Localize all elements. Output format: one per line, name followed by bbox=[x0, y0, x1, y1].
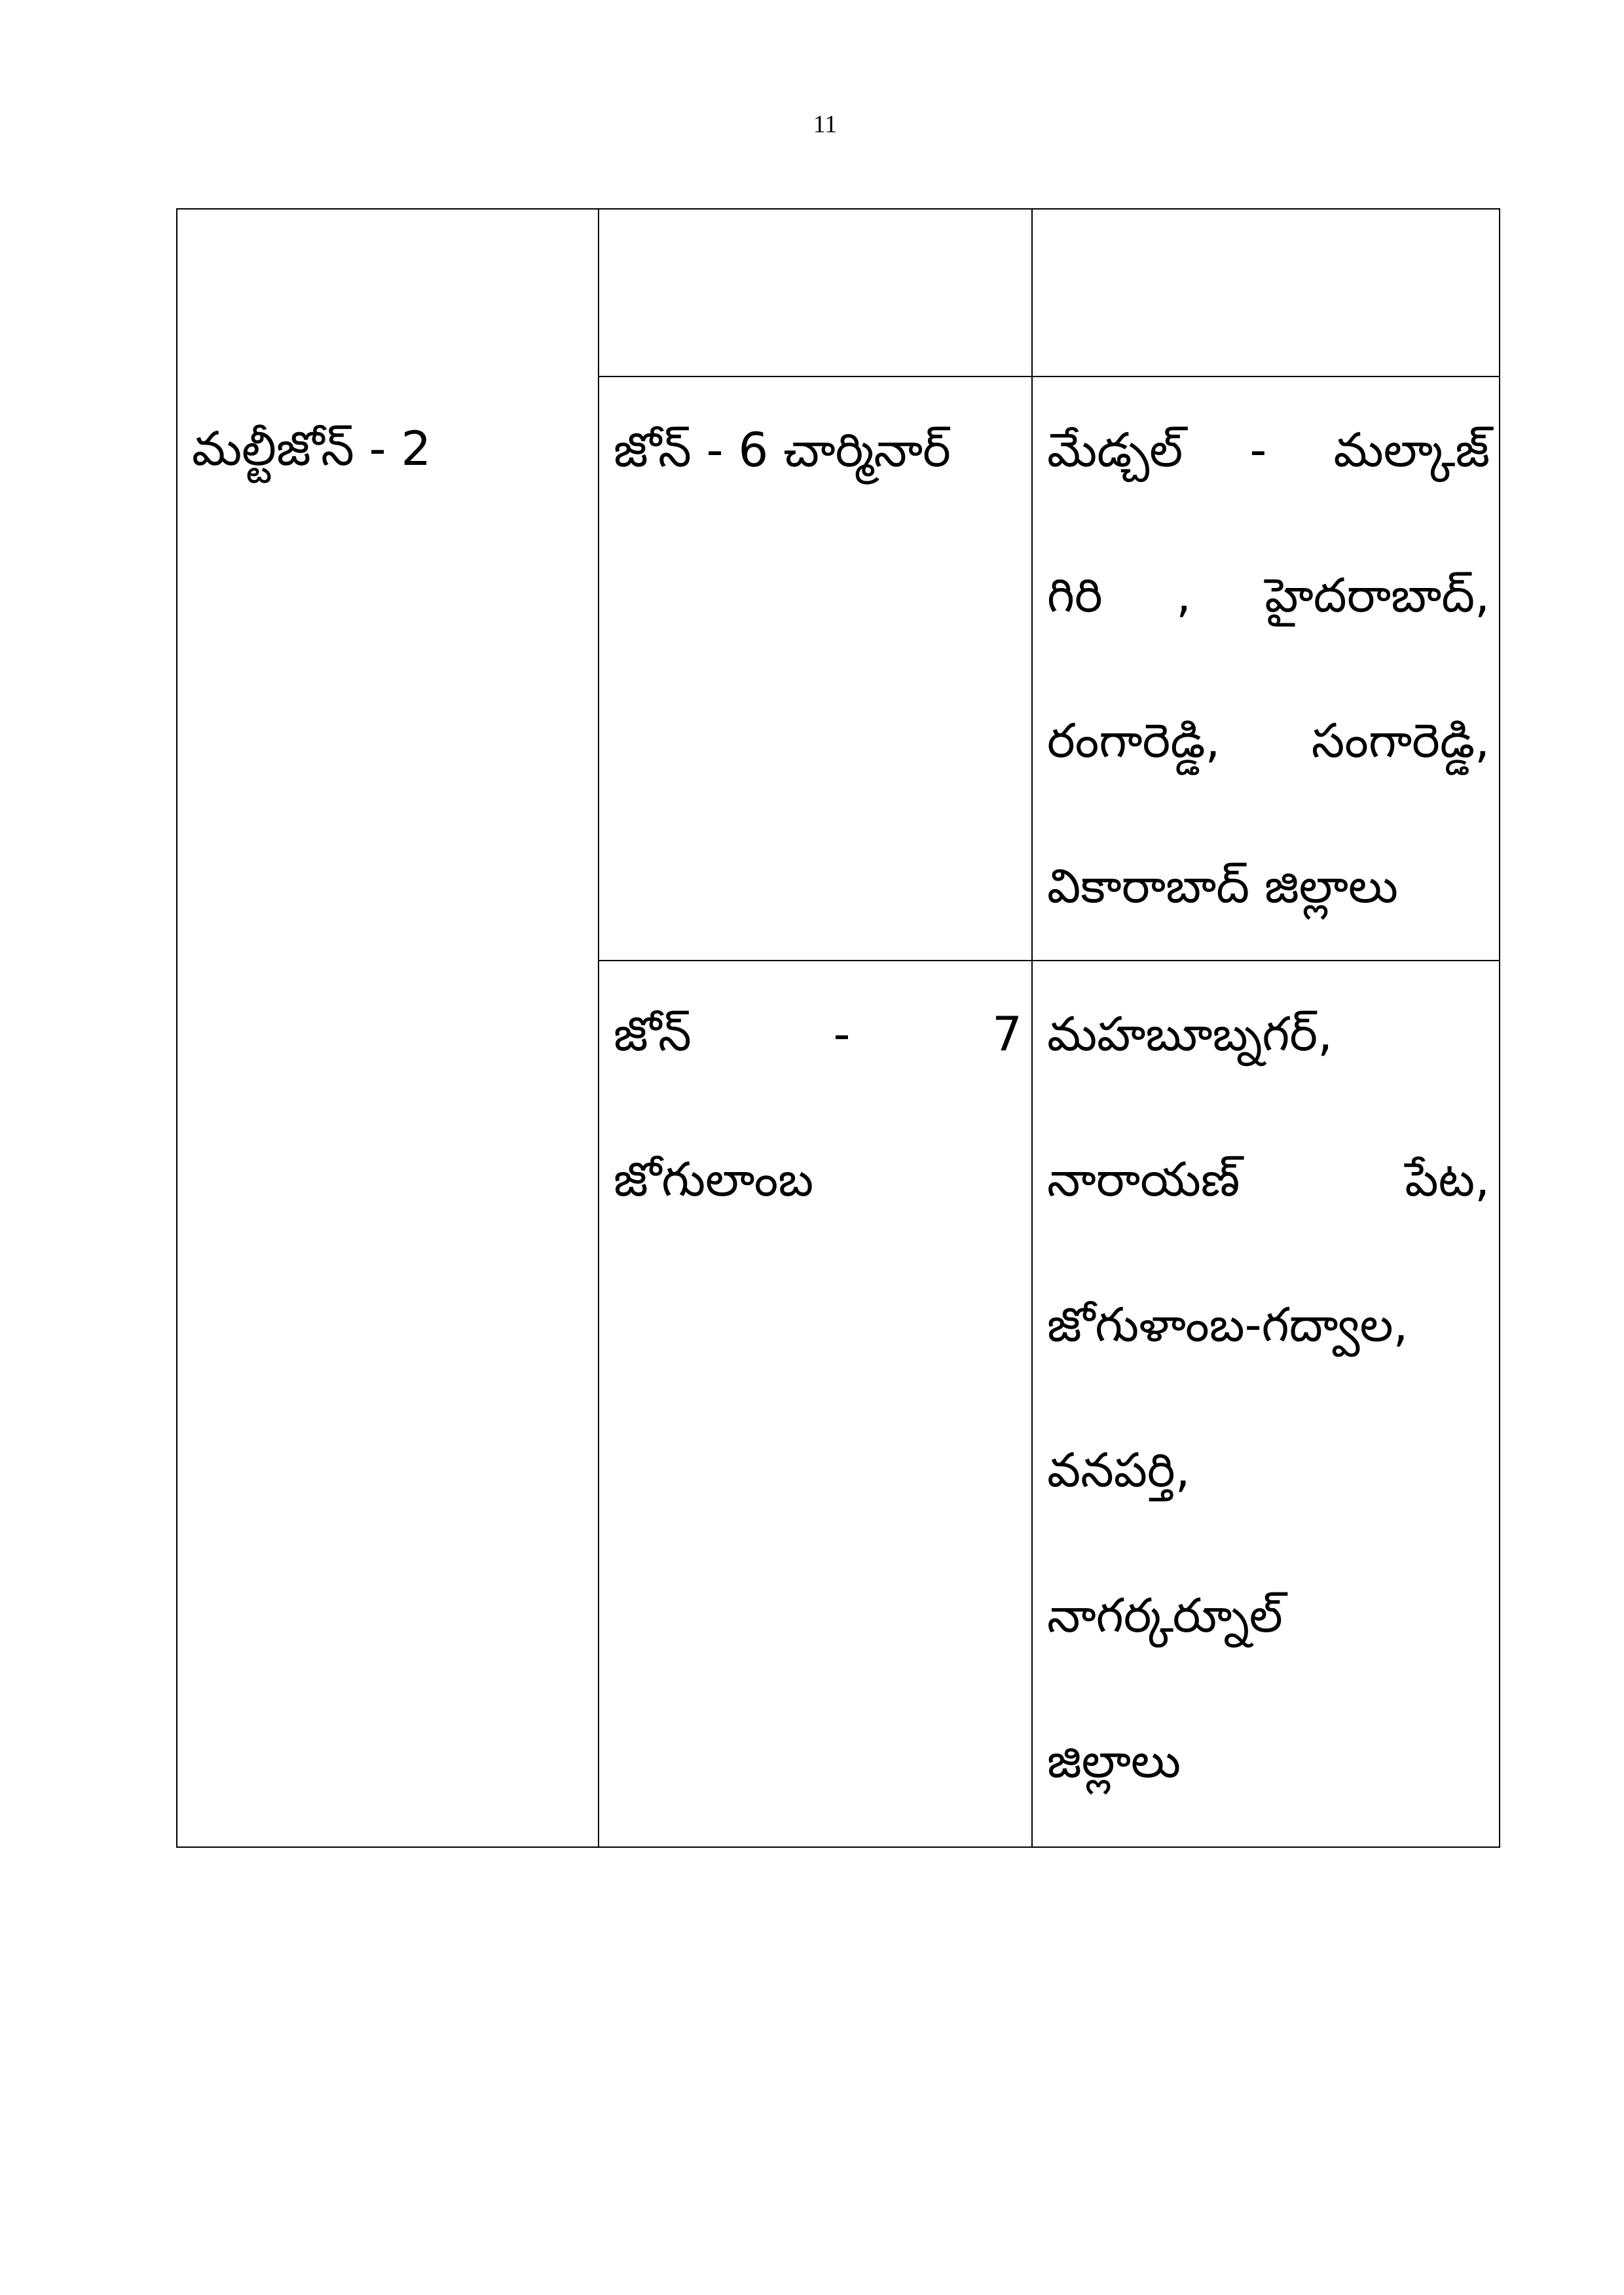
zone-word: 7 bbox=[992, 1006, 1022, 1061]
district-line bbox=[1047, 961, 1490, 1107]
district-line bbox=[1047, 1107, 1490, 1252]
table-cell-empty bbox=[1032, 209, 1500, 376]
district-word: జిల్లాలు bbox=[1047, 1733, 1181, 1788]
district-word: మల్కాజ్ bbox=[1333, 422, 1490, 477]
district-word: రంగారెడ్డి, bbox=[1047, 713, 1221, 768]
district-line bbox=[1047, 813, 1490, 959]
zone-cell bbox=[599, 961, 1032, 1847]
districts-cell bbox=[1032, 376, 1500, 961]
district-word: నారాయణ్ bbox=[1047, 1152, 1240, 1207]
multizone-table bbox=[176, 208, 1500, 1848]
districts-cell bbox=[1032, 961, 1500, 1847]
district-line bbox=[1047, 668, 1490, 813]
district-word: సంగారెడ్డి, bbox=[1311, 713, 1490, 768]
district-word: జోగుళాంబ-గద్వాల, bbox=[1047, 1297, 1409, 1352]
district-word: వికారాబాద్ జిల్లాలు bbox=[1047, 858, 1398, 913]
district-word: మేడ్చల్ bbox=[1047, 422, 1183, 477]
district-word: గిరి bbox=[1047, 568, 1103, 623]
district-word: మహబూబ్నగర్, bbox=[1047, 1006, 1333, 1061]
table-row bbox=[177, 209, 1500, 376]
multizone-cell bbox=[177, 209, 599, 1847]
page-number: 11 bbox=[813, 111, 838, 138]
zone-word: - bbox=[833, 1006, 851, 1061]
district-word: - bbox=[1249, 422, 1267, 477]
zone-word: జోన్ bbox=[614, 1006, 692, 1061]
district-line bbox=[1047, 1397, 1490, 1543]
district-word: నాగర్కర్నూల్ bbox=[1047, 1588, 1283, 1643]
district-line bbox=[1047, 523, 1490, 668]
zone-cell bbox=[599, 376, 1032, 961]
zone-line bbox=[614, 1107, 1022, 1252]
district-word: వనపర్తి, bbox=[1047, 1442, 1190, 1497]
district-word: హైదరాబాద్, bbox=[1264, 568, 1490, 623]
district-line bbox=[1047, 1688, 1490, 1833]
table-cell-empty bbox=[599, 209, 1032, 376]
district-word: , bbox=[1176, 568, 1191, 623]
multizone-label: మల్టీజోన్ - 2 bbox=[192, 421, 432, 476]
district-line bbox=[1047, 1543, 1490, 1688]
zone-label: జోన్ - 6 చార్మినార్ bbox=[614, 422, 951, 477]
district-line bbox=[1047, 1252, 1490, 1397]
district-line bbox=[1047, 377, 1490, 523]
zone-word: జోగులాంబ bbox=[614, 1152, 814, 1207]
zone-line bbox=[614, 961, 1022, 1107]
district-word: పేట, bbox=[1405, 1152, 1490, 1207]
